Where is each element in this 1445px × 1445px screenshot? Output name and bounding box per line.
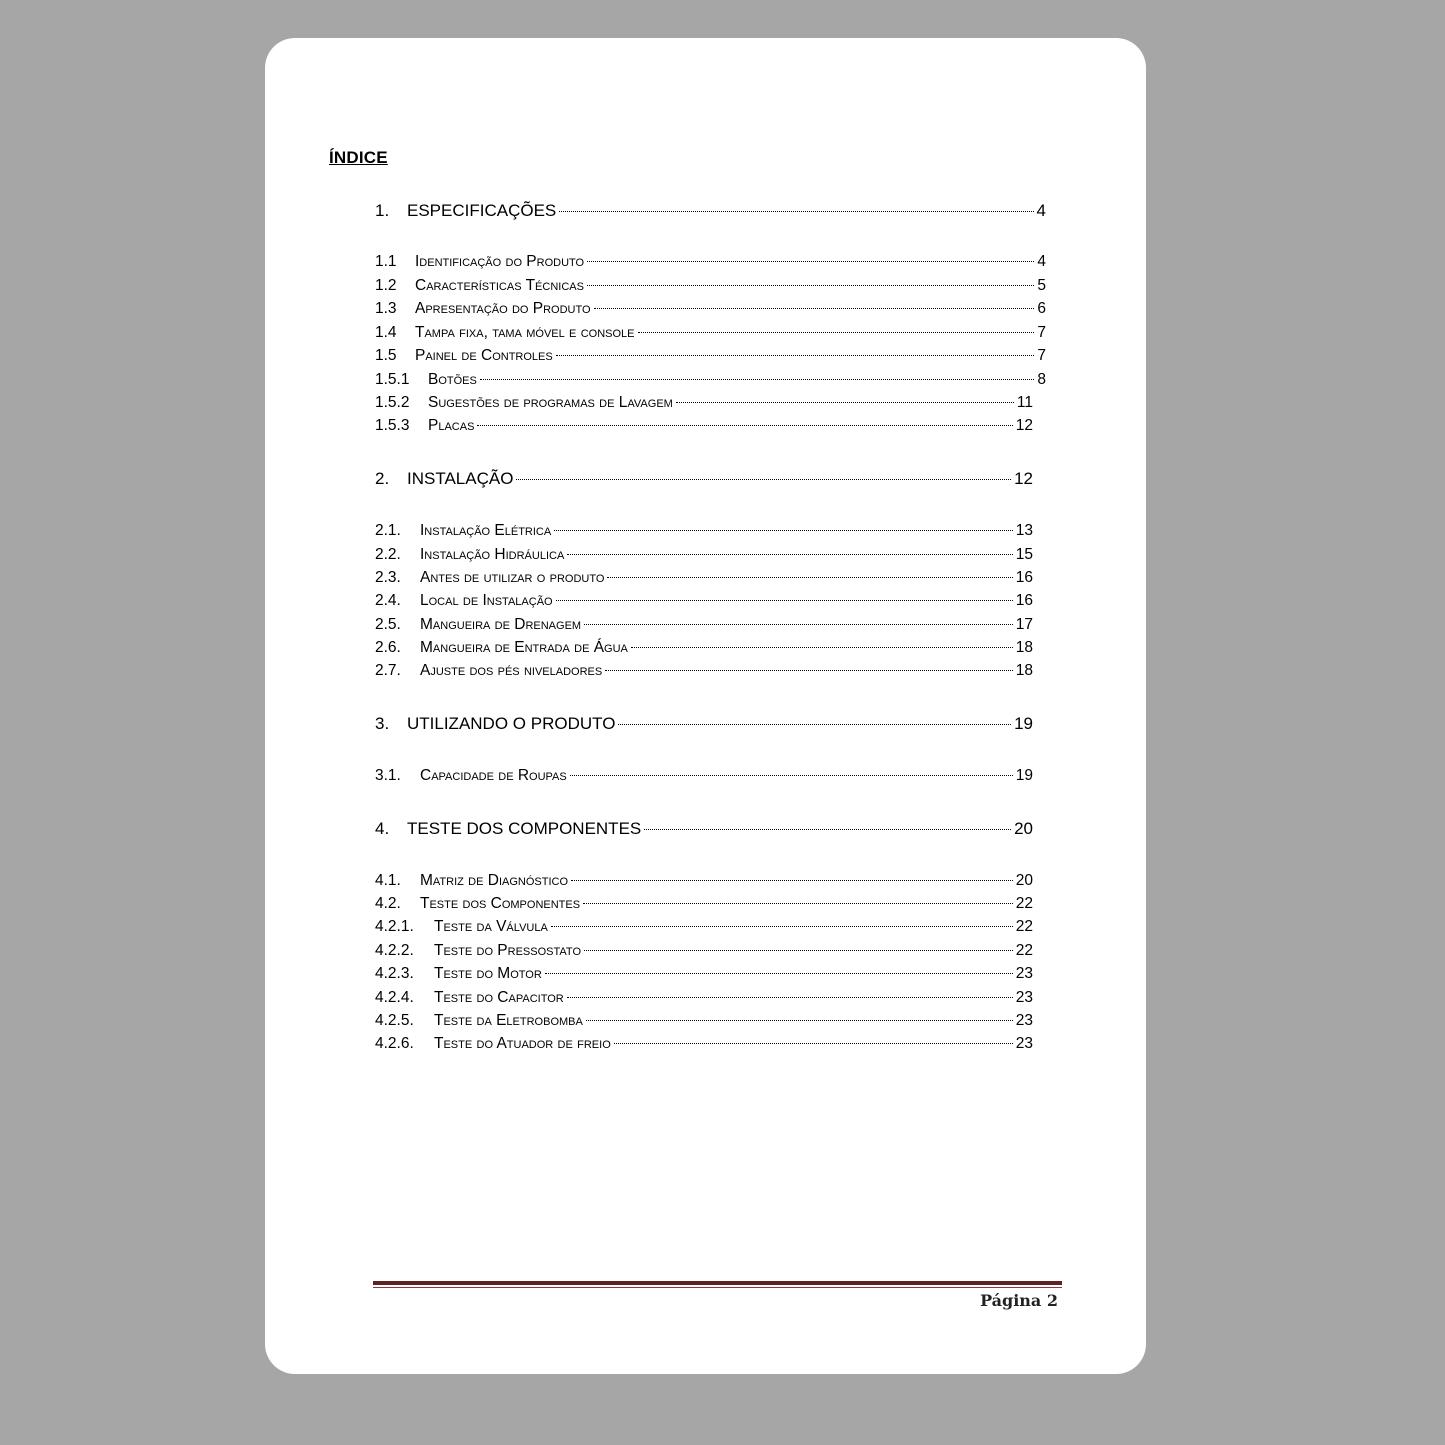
toc-entry-number: 1.1	[375, 253, 397, 270]
toc-entry-number: 4.1.	[375, 872, 401, 889]
toc-entry[interactable]	[375, 324, 1046, 346]
toc-entry-title: Apresentação do Produto	[415, 300, 591, 317]
toc-entry-page: 15	[1015, 546, 1033, 563]
toc-leader-dots	[559, 211, 1033, 212]
toc-entry-title: INSTALAÇÃO	[407, 469, 514, 488]
toc-entry-number: 1.4	[375, 324, 397, 341]
toc-entry[interactable]	[375, 1035, 1033, 1057]
toc-entry-number: 4.2.	[375, 895, 401, 912]
toc-entry-number: 4.2.2.	[375, 942, 414, 959]
toc-leader-dots	[586, 1020, 1013, 1021]
toc-entry-page: 12	[1014, 469, 1033, 488]
footer-divider	[373, 1281, 1062, 1285]
toc-entry-number: 4.2.4.	[375, 989, 414, 1006]
toc-entry[interactable]	[375, 253, 1046, 275]
toc-entry-title: Placas	[428, 417, 475, 434]
toc-entry[interactable]	[375, 639, 1033, 661]
toc-entry-page: 22	[1015, 895, 1033, 912]
toc-entry-title: Teste da Válvula	[434, 918, 548, 935]
toc-entry-page: 8	[1037, 371, 1046, 388]
toc-entry-number: 4.2.5.	[375, 1012, 414, 1029]
toc-entry-number: 1.2	[375, 277, 397, 294]
toc-entry-number: 2.2.	[375, 546, 401, 563]
toc-entry-page: 5	[1037, 277, 1046, 294]
toc-entry-title: Capacidade de Roupas	[420, 767, 567, 784]
toc-entry-title: Teste da Eletrobomba	[434, 1012, 583, 1029]
toc-entry-page: 7	[1037, 347, 1046, 364]
toc-entry-title: Painel de Controles	[415, 347, 553, 364]
toc-entry-number: 2.7.	[375, 662, 401, 679]
toc-entry-page: 23	[1015, 989, 1033, 1006]
toc-entry-page: 13	[1015, 522, 1033, 539]
toc-entry[interactable]	[375, 965, 1033, 987]
toc-entry-title: Sugestões de programas de Lavagem	[428, 394, 673, 411]
toc-leader-dots	[571, 880, 1013, 881]
toc-entry-title: Instalação Hidráulica	[420, 546, 565, 563]
toc-entry-title: Ajuste dos pés niveladores	[420, 662, 603, 679]
toc-leader-dots	[587, 285, 1034, 286]
toc-entry-page: 23	[1015, 1012, 1033, 1029]
toc-entry-page: 18	[1015, 662, 1033, 679]
toc-leader-dots	[516, 479, 1011, 480]
toc-entry[interactable]	[375, 201, 1046, 223]
toc-entry-title: Local de Instalação	[420, 592, 553, 609]
toc-entry-title: Teste dos Componentes	[420, 895, 581, 912]
toc-leader-dots	[587, 261, 1034, 262]
toc-entry[interactable]	[375, 592, 1033, 614]
toc-entry[interactable]	[375, 300, 1046, 322]
toc-entry-number: 3.	[375, 714, 390, 733]
toc-entry-number: 1.5.3	[375, 417, 410, 434]
toc-entry[interactable]	[375, 469, 1033, 491]
toc-leader-dots	[618, 724, 1011, 725]
toc-entry-title: ESPECIFICAÇÕES	[407, 201, 557, 220]
toc-entry-page: 4	[1037, 253, 1046, 270]
toc-leader-dots	[676, 402, 1014, 403]
toc-entry-number: 1.5	[375, 347, 397, 364]
toc-entry-title: TESTE DOS COMPONENTES	[407, 819, 642, 838]
toc-leader-dots	[594, 308, 1035, 309]
toc-entry[interactable]	[375, 942, 1033, 964]
toc-entry-number: 1.5.2	[375, 394, 410, 411]
toc-leader-dots	[554, 530, 1013, 531]
toc-entry-title: Mangueira de Drenagem	[420, 616, 582, 633]
toc-entry[interactable]	[375, 277, 1046, 299]
toc-entry-title: Características Técnicas	[415, 277, 584, 294]
toc-leader-dots	[631, 647, 1013, 648]
toc-entry-title: Teste do Pressostato	[434, 942, 581, 959]
toc-entry-title: Antes de utilizar o produto	[420, 569, 605, 586]
toc-leader-dots	[480, 379, 1035, 380]
toc-entry[interactable]	[375, 522, 1033, 544]
toc-entry-page: 23	[1015, 1035, 1033, 1052]
toc-leader-dots	[614, 1043, 1013, 1044]
toc-entry-number: 2.6.	[375, 639, 401, 656]
toc-entry[interactable]	[375, 714, 1033, 736]
toc-leader-dots	[607, 577, 1012, 578]
toc-entry[interactable]	[375, 546, 1033, 568]
toc-entry[interactable]	[375, 662, 1033, 684]
toc-entry-page: 20	[1015, 872, 1033, 889]
toc-entry[interactable]	[375, 394, 1033, 416]
toc-entry[interactable]	[375, 767, 1033, 789]
toc-entry[interactable]	[375, 819, 1033, 841]
toc-entry-number: 2.3.	[375, 569, 401, 586]
toc-entry-page: 16	[1015, 569, 1033, 586]
toc-entry-number: 4.2.6.	[375, 1035, 414, 1052]
toc-entry-title: Matriz de Diagnóstico	[420, 872, 569, 889]
toc-entry-page: 20	[1014, 819, 1033, 838]
toc-leader-dots	[638, 332, 1035, 333]
toc-entry-number: 4.2.1.	[375, 918, 414, 935]
toc-entry-number: 2.5.	[375, 616, 401, 633]
toc-entry-number: 2.4.	[375, 592, 401, 609]
footer-divider-thin	[373, 1287, 1062, 1288]
toc-leader-dots	[584, 624, 1013, 625]
toc-entry-number: 4.	[375, 819, 390, 838]
toc-entry[interactable]	[375, 347, 1046, 369]
toc-entry-page: 7	[1037, 324, 1046, 341]
toc-entry[interactable]	[375, 1012, 1033, 1034]
toc-leader-dots	[556, 355, 1035, 356]
toc-entry-page: 12	[1015, 417, 1033, 434]
toc-leader-dots	[556, 600, 1013, 601]
toc-entry-page: 22	[1015, 918, 1033, 935]
toc-leader-dots	[584, 950, 1013, 951]
toc-entry-title: Tampa fixa, tama móvel e console	[415, 324, 635, 341]
toc-entry-page: 17	[1015, 616, 1033, 633]
toc-entry-page: 22	[1015, 942, 1033, 959]
toc-entry[interactable]	[375, 616, 1033, 638]
page-number: Página 2	[980, 1291, 1058, 1310]
toc-entry-number: 1.3	[375, 300, 397, 317]
toc-leader-dots	[567, 997, 1013, 998]
toc-entry-title: Botões	[428, 371, 477, 388]
toc-entry-page: 6	[1037, 300, 1046, 317]
toc-entry-page: 19	[1014, 714, 1033, 733]
index-heading: ÍNDICE	[329, 148, 388, 167]
toc-entry-number: 3.1.	[375, 767, 401, 784]
toc-entry[interactable]	[375, 569, 1033, 591]
toc-entry-title: UTILIZANDO O PRODUTO	[407, 714, 616, 733]
toc-entry[interactable]	[375, 989, 1033, 1011]
toc-entry[interactable]	[375, 918, 1033, 940]
toc-entry-title: Identificação do Produto	[415, 253, 585, 270]
toc-entry-number: 2.	[375, 469, 390, 488]
toc-entry-title: Instalação Elétrica	[420, 522, 552, 539]
toc-leader-dots	[605, 670, 1013, 671]
toc-entry-title: Teste do Motor	[434, 965, 542, 982]
toc-entry[interactable]	[375, 872, 1033, 894]
toc-leader-dots	[477, 425, 1012, 426]
toc-entry-title: Teste do Capacitor	[434, 989, 564, 1006]
toc-entry-page: 23	[1015, 965, 1033, 982]
toc-leader-dots	[644, 829, 1011, 830]
toc-entry-page: 19	[1015, 767, 1033, 784]
toc-entry-title: Mangueira de Entrada de Água	[420, 639, 628, 656]
document-page	[265, 38, 1146, 1374]
toc-leader-dots	[570, 775, 1013, 776]
toc-entry-title: Teste do Atuador de freio	[434, 1035, 611, 1052]
toc-entry-number: 1.	[375, 201, 390, 220]
toc-entry-page: 16	[1015, 592, 1033, 609]
toc-entry[interactable]	[375, 371, 1046, 393]
toc-leader-dots	[583, 903, 1013, 904]
toc-entry-page: 11	[1016, 394, 1033, 411]
toc-entry-number: 4.2.3.	[375, 965, 414, 982]
toc-leader-dots	[545, 973, 1013, 974]
toc-entry[interactable]	[375, 895, 1033, 917]
toc-entry-number: 2.1.	[375, 522, 401, 539]
toc-leader-dots	[567, 554, 1012, 555]
toc-entry-page: 18	[1015, 639, 1033, 656]
toc-entry[interactable]	[375, 417, 1033, 439]
toc-leader-dots	[551, 926, 1013, 927]
toc-entry-number: 1.5.1	[375, 371, 410, 388]
toc-entry-page: 4	[1036, 201, 1046, 220]
